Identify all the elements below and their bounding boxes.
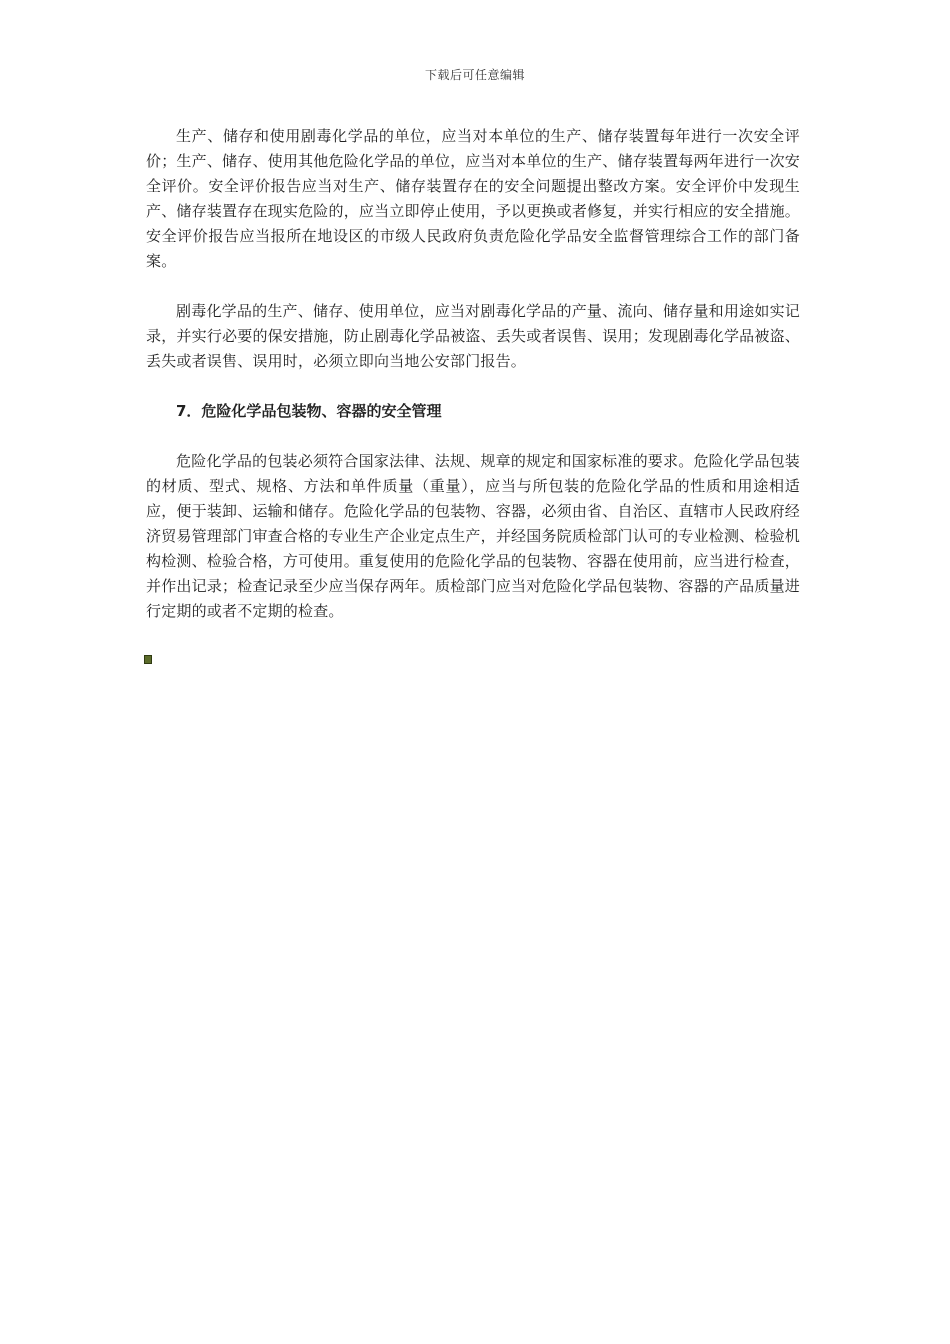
paragraph-toxic-chemical-records: 剧毒化学品的生产、储存、使用单位，应当对剧毒化学品的产量、流向、储存量和用途如实记录，并实行必要的保安措施，防止剧毒化学品被盗、丢失或者误售、误用；发现剧毒化学品被盗、丢失或者误售、误用时，必须立即向当地公安部门报告。 bbox=[146, 302, 800, 370]
document-body bbox=[146, 124, 800, 649]
page-header: 下载后可任意编辑 bbox=[424, 68, 525, 82]
paragraph-safety-evaluation: 生产、储存和使用剧毒化学品的单位，应当对本单位的生产、储存装置每年进行一次安全评价；生产、储存、使用其他危险化学品的单位，应当对本单位的生产、储存装置每两年进行一次安全评价。安全评价报告应当对生产、储存装置存在的安全问题提出整改方案。安全评价中发现生产、储存装置存在现实危险的，应当立即停止使用，予以更换或者修复，并实行相应的安全措施。安全评价报告应当报所在地设区的市级人民政府负责危险化学品安全监督管理综合工作的部门备案。 bbox=[146, 127, 800, 270]
small-image-marker-icon bbox=[144, 655, 152, 664]
section-heading-packaging: 7．危险化学品包装物、容器的安全管理 bbox=[176, 402, 442, 420]
paragraph-packaging-requirements: 危险化学品的包装必须符合国家法律、法规、规章的规定和国家标准的要求。危险化学品包装的材质、型式、规格、方法和单件质量（重量），应当与所包装的危险化学品的性质和用途相适应，便于装卸、运输和储存。危险化学品的包装物、容器，必须由省、自治区、直辖市人民政府经济贸易管理部门审查合格的专业生产企业定点生产，并经国务院质检部门认可的专业检测、检验机构检测、检验合格，方可使用。重复使用的危险化学品的包装物、容器在使用前，应当进行检查，并作出记录；检查记录至少应当保存两年。质检部门应当对危险化学品包装物、容器的产品质量进行定期的或者不定期的检查。 bbox=[146, 452, 800, 620]
